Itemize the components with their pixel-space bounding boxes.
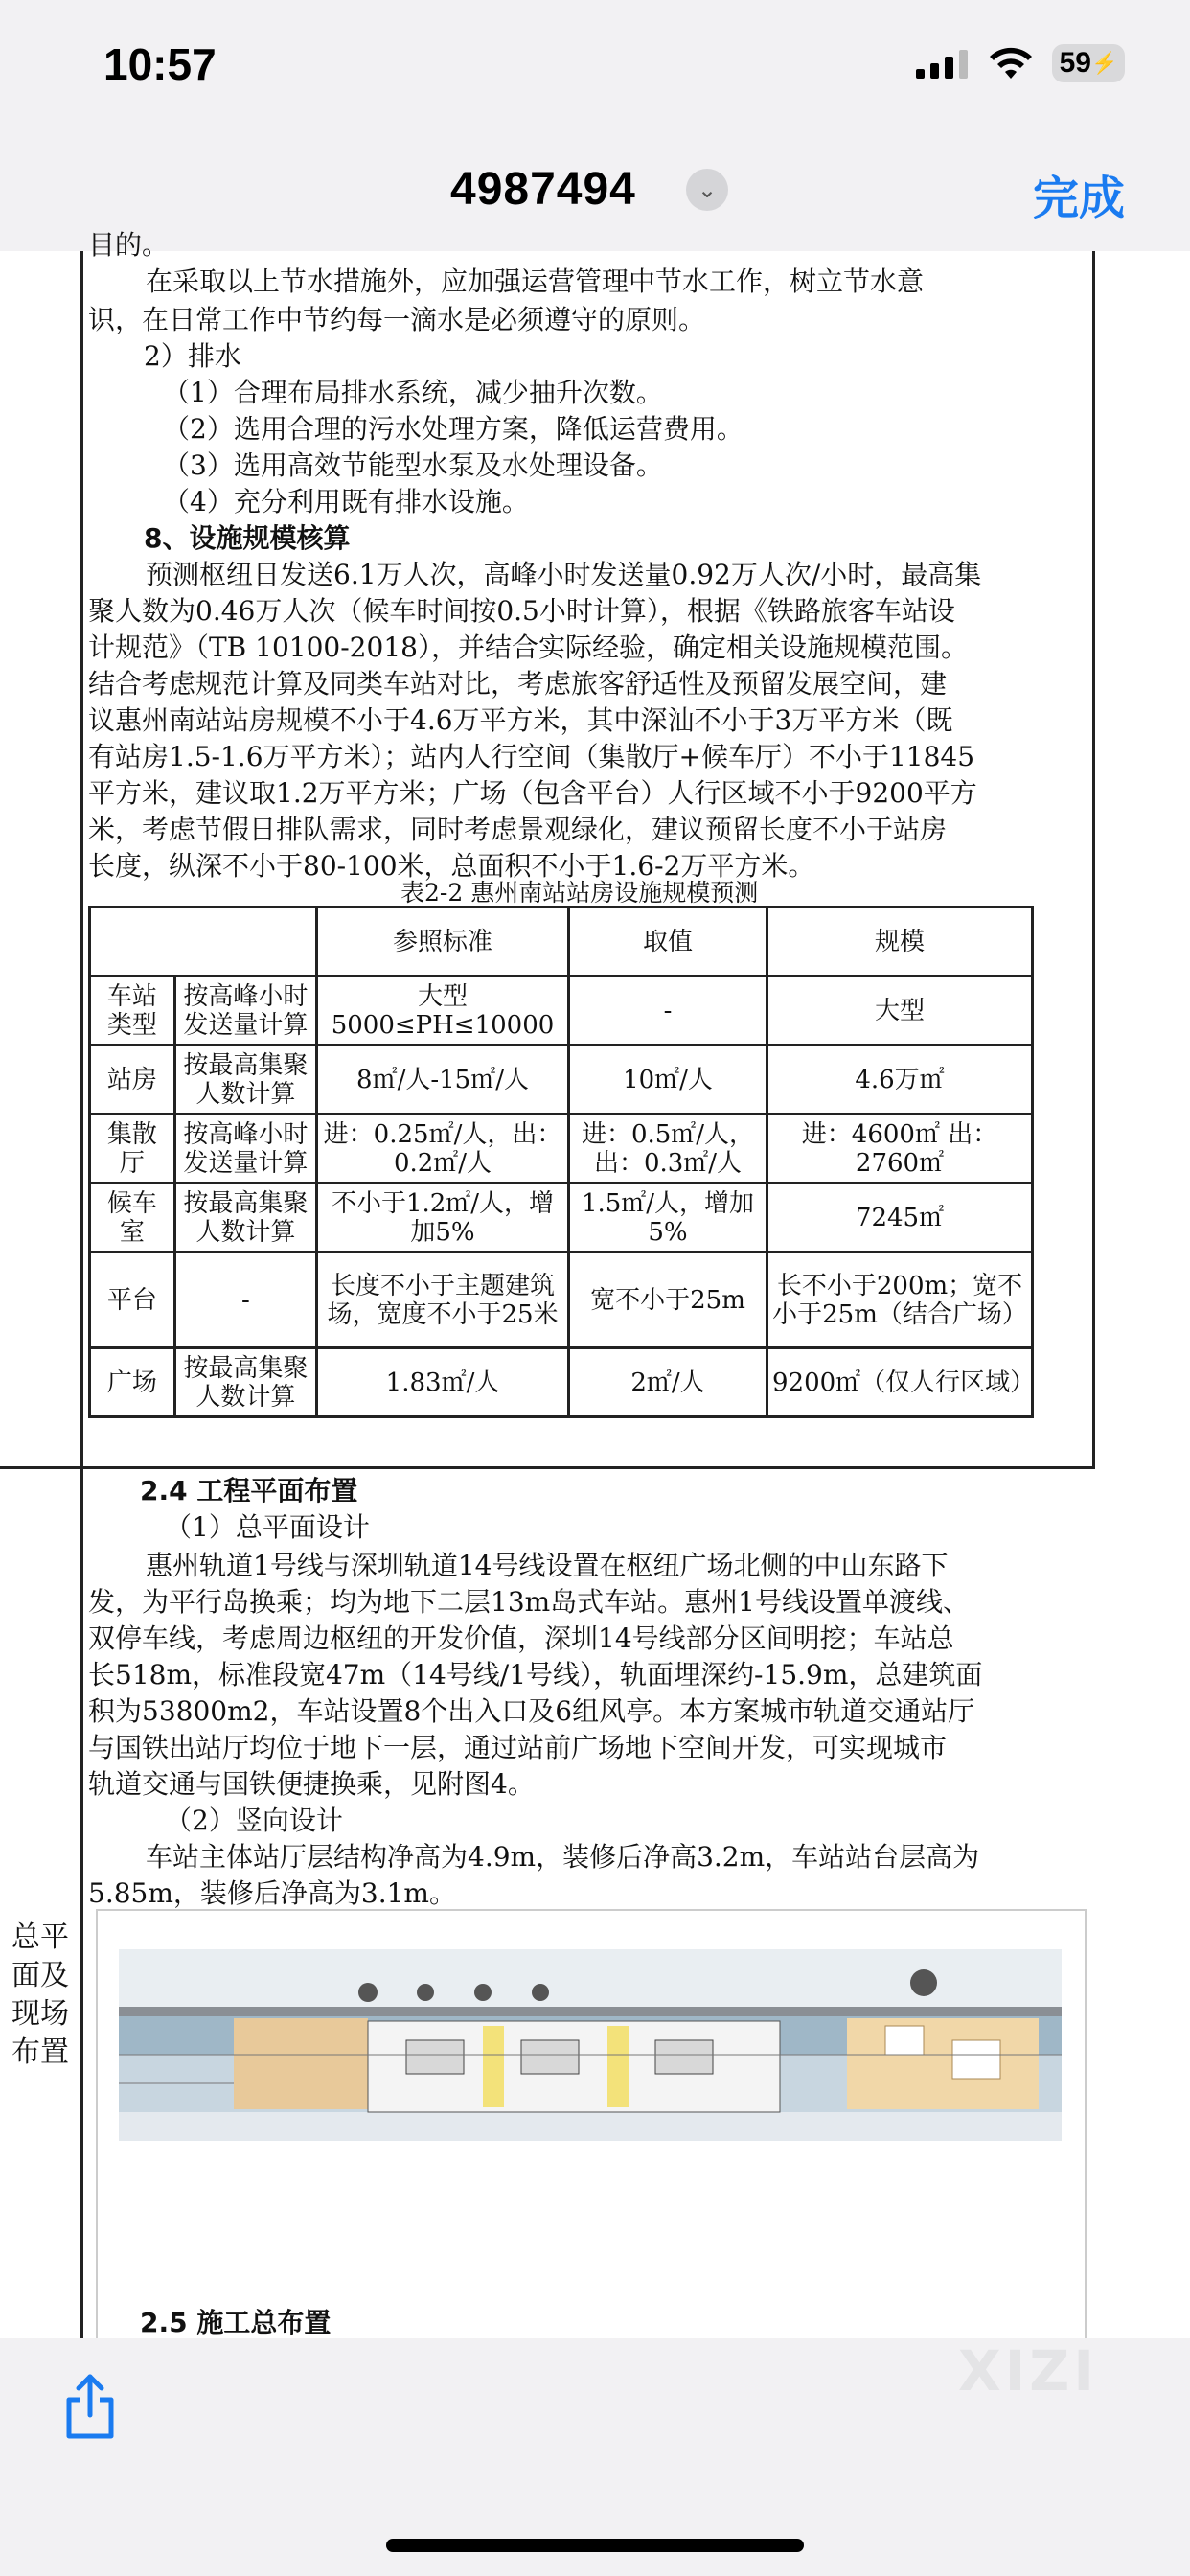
wifi-icon [987, 44, 1035, 82]
table-cell: 站房 [90, 1046, 175, 1115]
table-row [90, 977, 1033, 1046]
paragraph-line: 积为53800m2，车站设置8个出入口及6组风亭。本方案城市轨道交通站厅 [88, 1695, 975, 1727]
table-caption: 表2-2 惠州南站站房设施规模预测 [400, 879, 759, 907]
table-cell: 宽不小于25m [569, 1253, 767, 1348]
paragraph-line: 车站主体站厅层结构净高为4.9m，装修后净高3.2m，车站站台层高为 [146, 1841, 980, 1873]
list-item: （4）充分利用既有排水设施。 [163, 486, 529, 518]
list-item: （2）选用合理的污水处理方案，降低运营费用。 [163, 413, 744, 445]
table-row [90, 1184, 1033, 1253]
paragraph-line: 结合考虑规范计算及同类车站对比，考虑旅客舒适性及预留发展空间，建 [88, 668, 948, 700]
table-header: 规模 [767, 908, 1033, 977]
table-header: 参照标准 [317, 908, 569, 977]
table-border-left [80, 251, 83, 2338]
status-bar [0, 0, 1190, 125]
table-cell: 7245㎡ [767, 1184, 1033, 1253]
share-icon[interactable] [63, 2373, 117, 2440]
subsection-heading: （2）竖向设计 [165, 1805, 343, 1836]
table-row [90, 1348, 1033, 1417]
table-cell: 车站类型 [90, 977, 175, 1046]
paragraph-line: 聚人数为0.46万人次（候车时间按0.5小时计算），根据《铁路旅客车站设 [88, 595, 955, 627]
table-row [90, 1046, 1033, 1115]
paragraph-line: 米，考虑节假日排队需求，同时考虑景观绿化，建议预留长度不小于站房 [88, 814, 948, 845]
table-cell: 按高峰小时发送量计算 [174, 1115, 316, 1184]
paragraph-line: 长518m，标准段宽47m（14号线/1号线），轨面埋深约-15.9m，总建筑面 [88, 1659, 983, 1690]
table-cell: 9200㎡（仅人行区域） [767, 1348, 1033, 1417]
table-row [90, 1115, 1033, 1184]
section-heading: 2.4 工程平面布置 [140, 1475, 358, 1506]
table-cell: 10㎡/人 [569, 1046, 767, 1115]
document-title[interactable]: 4987494 [450, 164, 636, 215]
subsection-heading: （1）总平面设计 [165, 1511, 370, 1543]
paragraph-line: 有站房1.5-1.6万平方米）；站内人行空间（集散厅+候车厅）不小于11845 [88, 741, 975, 772]
table-cell: - [174, 1253, 316, 1348]
document-page[interactable] [0, 229, 1190, 2338]
section-drawing [119, 1949, 1062, 2160]
table-row-divider [0, 1466, 1095, 1469]
watermark: XIZI [958, 2338, 1098, 2404]
paragraph-line: 平方米，建议取1.2万平方米；广场（包含平台）人行区域不小于9200平方 [88, 777, 977, 809]
paragraph-line: 议惠州南站站房规模不小于4.6万平方米，其中深汕不小于3万平方米（既 [88, 704, 953, 736]
home-indicator[interactable] [386, 2539, 804, 2552]
facility-scale-table [88, 906, 1034, 1418]
table-cell: 按高峰小时发送量计算 [174, 977, 316, 1046]
paragraph-line: 轨道交通与国铁便捷换乘，见附图4。 [88, 1768, 535, 1800]
table-cell: 广场 [90, 1348, 175, 1417]
table-cell: 1.83㎡/人 [317, 1348, 569, 1417]
table-cell: 进：0.25㎡/人，出：0.2㎡/人 [317, 1115, 569, 1184]
table-cell: 按最高集聚人数计算 [174, 1184, 316, 1253]
table-cell: 长度不小于主题建筑场，宽度不小于25米 [317, 1253, 569, 1348]
paragraph-line: 计规范》（TB 10100-2018），并结合实际经验，确定相关设施规模范围。 [88, 632, 968, 663]
list-item: （1）合理布局排水系统，减少抽升次数。 [163, 377, 663, 408]
paragraph-line: 与国铁出站厅均位于地下一层，通过站前广场地下空间开发，可实现城市 [88, 1732, 948, 1763]
table-cell: 平台 [90, 1253, 175, 1348]
section-heading: 8、设施规模核算 [144, 522, 351, 554]
table-cell: 长不小于200m；宽不小于25m（结合广场） [767, 1253, 1033, 1348]
table-cell: 1.5㎡/人，增加5% [569, 1184, 767, 1253]
paragraph-line: 预测枢纽日发送6.1万人次，高峰小时发送量0.92万人次/小时，最高集 [146, 559, 982, 590]
list-item: （3）选用高效节能型水泵及水处理设备。 [163, 449, 663, 481]
table-header-row [90, 908, 1033, 977]
battery-level: 59 [1059, 47, 1091, 79]
table-header-empty [90, 908, 317, 977]
table-cell: 集散厅 [90, 1115, 175, 1184]
table-cell: 进：4600㎡ 出：2760㎡ [767, 1115, 1033, 1184]
table-cell: 按最高集聚人数计算 [174, 1348, 316, 1417]
paragraph-line: 双停车线，考虑周边枢纽的开发价值，深圳14号线部分区间明挖；车站总 [88, 1622, 954, 1654]
table-cell: 8㎡/人-15㎡/人 [317, 1046, 569, 1115]
table-cell: - [569, 977, 767, 1046]
paragraph-line: 5.85m，装修后净高为3.1m。 [88, 1877, 456, 1909]
table-cell: 大型5000≤PH≤10000 [317, 977, 569, 1046]
cellular-signal-icon [916, 50, 968, 79]
paragraph-line: 长度，纵深不小于80-100米，总面积不小于1.6-2万平方米。 [88, 850, 815, 882]
side-category-label: 总平面及现场布置 [11, 1920, 69, 2069]
done-button[interactable]: 完成 [1033, 173, 1126, 224]
status-time: 10:57 [103, 39, 217, 89]
table-border-right [1092, 251, 1095, 1466]
paragraph-line: 在采取以上节水措施外，应加强运营管理中节水工作，树立节水意 [146, 265, 925, 297]
chevron-down-icon[interactable]: ⌄ [686, 169, 728, 211]
table-cell: 2㎡/人 [569, 1348, 767, 1417]
table-header: 取值 [569, 908, 767, 977]
next-section-heading-clipped: 2.5 施工总布置 [140, 2307, 332, 2338]
table-cell: 进：0.5㎡/人，出：0.3㎡/人 [569, 1115, 767, 1184]
table-cell: 候车室 [90, 1184, 175, 1253]
table-cell: 4.6万㎡ [767, 1046, 1033, 1115]
paragraph-line: 发，为平行岛换乘；均为地下二层13m岛式车站。惠州1号线设置单渡线、 [88, 1586, 970, 1618]
table-cell: 不小于1.2㎡/人，增加5% [317, 1184, 569, 1253]
table-cell: 按最高集聚人数计算 [174, 1046, 316, 1115]
paragraph-line: 2）排水 [144, 340, 241, 372]
table-cell: 大型 [767, 977, 1033, 1046]
clipped-line: 目的。 [88, 229, 170, 261]
table-row [90, 1253, 1033, 1348]
paragraph-line: 惠州轨道1号线与深圳轨道14号线设置在枢纽广场北侧的中山东路下 [146, 1550, 949, 1581]
paragraph-line: 识，在日常工作中节约每一滴水是必须遵守的原则。 [88, 304, 706, 335]
battery-icon: 59 ⚡ [1052, 44, 1125, 82]
